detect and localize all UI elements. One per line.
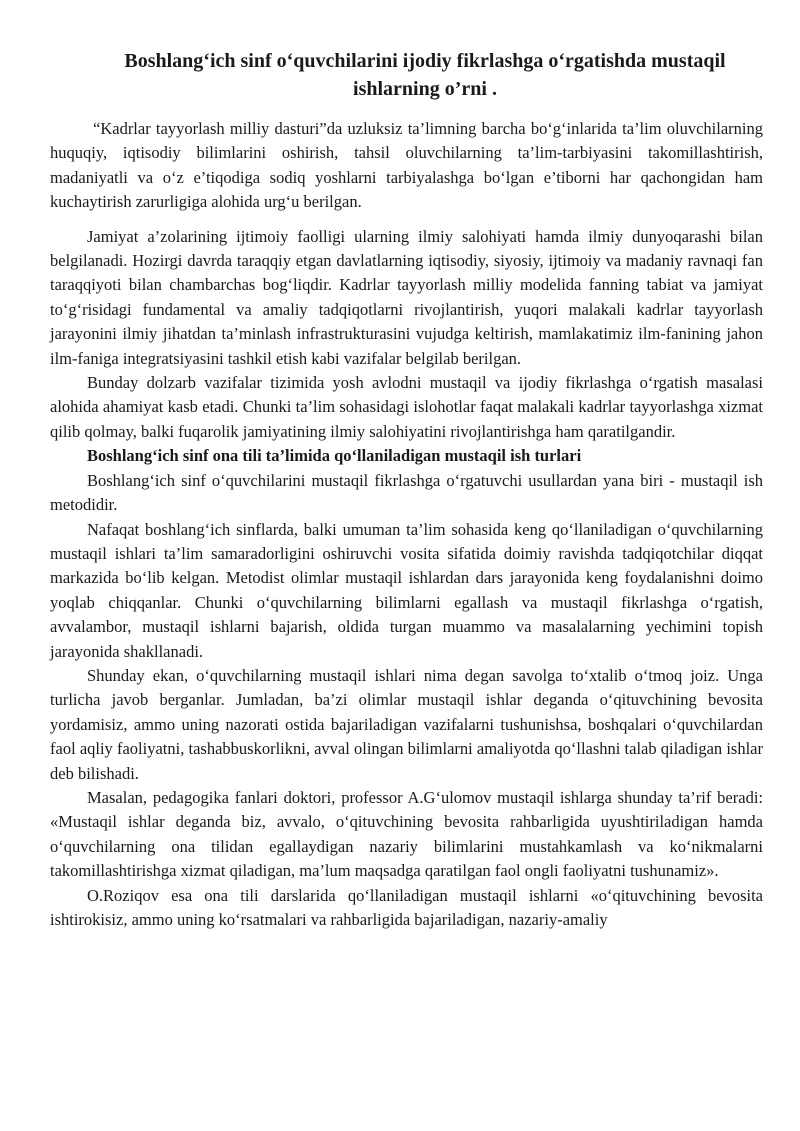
document-body: [50, 117, 763, 932]
document-title: Boshlang‘ich sinf o‘quvchilarini ijodiy fikrlashga o‘rgatishda mustaqil ishlarning o’rni .: [124, 50, 726, 100]
paragraph: Masalan, pedagogika fanlari doktori, professor A.G‘ulomov mustaqil ishlarga shunday ta’rif beradi: «Mustaqil ishlar deganda biz, avvalo, o‘qituvchining bevosita rahbarligida uyushtiriladigan hamda o‘quvchilarning ona tilidan egallaydigan nazariy bilimlarini mustahkamlash va ko‘nikmalarni takomillashtirishga xizmat qiladigan, ma’lum maqsadga qaratilgan faol ongli faoliyatni tushunamiz».: [50, 787, 763, 881]
paragraph: O.Roziqov esa ona tili darslarida qo‘llaniladigan mustaqil ishlarni «o‘qituvchining bevosita ishtirokisiz, ammo uning ko‘rsatmalari va rahbarligida bajariladigan, nazariy-amaliy: [50, 885, 763, 929]
paragraph: Jamiyat a’zolarining ijtimoiy faolligi ularning ilmiy salohiyati hamda ilmiy dunyoqarashi bilan belgilanadi. Hozirgi davrda taraqqiy etgan davlatlarning iqtisodiy, siyosiy, ijtimoiy va madaniy ravnaqi fan taraqqiyoti bilan chambarchas bog‘liqdir. Kadrlar tayyorlash milliy modelida fanning tabiat va jamiyat to‘g‘risidagi fundamental va amaliy tadqiqotlarni rivojlantirish, yuqori malakali kadrlar tayyorlash jarayonini ilmiy jihatdan ta’minlash infrastrukturasini vujudga keltirish, mamlakatimiz ilm-fanining jahon ilm-faniga integratsiyasini tashkil etish kabi vazifalar belgilab berilgan.: [50, 226, 763, 368]
section-heading: Boshlang‘ich sinf ona tili ta’limida qo‘llaniladigan mustaqil ish turlari: [87, 446, 582, 466]
paragraph: “Kadrlar tayyorlash milliy dasturi”da uzluksiz ta’limning barcha bo‘g‘inlarida ta’lim oluvchilarning huquqiy, iqtisodiy bilimlarini oshirish, tahsil oluvchilarning ta’lim-tarbiyasini takomillashtirish, madaniyatli va o‘z e’tiqodiga sodiq yoshlarni tarbiyalashga bo‘lgan e’tiborni har qachongidan ham kuchaytirish zarurligiga alohida urg‘u berilgan.: [50, 119, 763, 212]
paragraph: Shunday ekan, o‘quvchilarning mustaqil ishlari nima degan savolga to‘xtalib o‘tmoq joiz. Unga turlicha javob berganlar. Jumladan, ba’zi olimlar mustaqil ishlar deganda o‘qituvchining bevosita yordamisiz, ammo uning nazorati ostida bajariladigan vazifalarni tushunishsa, boshqalari o‘quvchilardan faol aqliy faoliyatni, tashabbuskorlikni, avval olingan bilimlarni amaliyotda qo‘llashni talab qiladigan ishlar deb bilishadi.: [50, 665, 763, 783]
paragraph: Boshlang‘ich sinf o‘quvchilarini mustaqil fikrlashga o‘rgatuvchi usullardan yana biri - mustaqil ish metodidir.: [50, 470, 763, 515]
paragraph: Bunday dolzarb vazifalar tizimida yosh avlodni mustaqil va ijodiy fikrlashga o‘rgatish masalasi alohida ahamiyat kasb etadi. Chunki ta’lim sohasidagi islohotlar faqat malakali kadrlar tayyorlashga xizmat qilib qolmay, balki fuqarolik jamiyatining ilmiy salohiyatini rivojlantirishga ham qaratilgandir.: [50, 373, 763, 441]
paragraph: Nafaqat boshlang‘ich sinflarda, balki umuman ta’lim sohasida keng qo‘llaniladigan o‘quvchilarning mustaqil ishlari ta’lim samaradorligini oshiruvchi vosita sifatida doimiy ravishda tadqiqotchilar diqqat markazida bo‘lib kelgan. Metodist olimlar mustaqil ishlardan dars jarayonida keng foydalanishni doimo yoqlab chiqqanlar. Chunki o‘quvchilarning bilimlarni egallash va mustaqil fikrlashga o‘rgatish, avvalambor, mustaqil ishlarni bajarish, oldida turgan muammo va masalalarning yechimini topish jarayonida shakllanadi.: [50, 519, 763, 661]
